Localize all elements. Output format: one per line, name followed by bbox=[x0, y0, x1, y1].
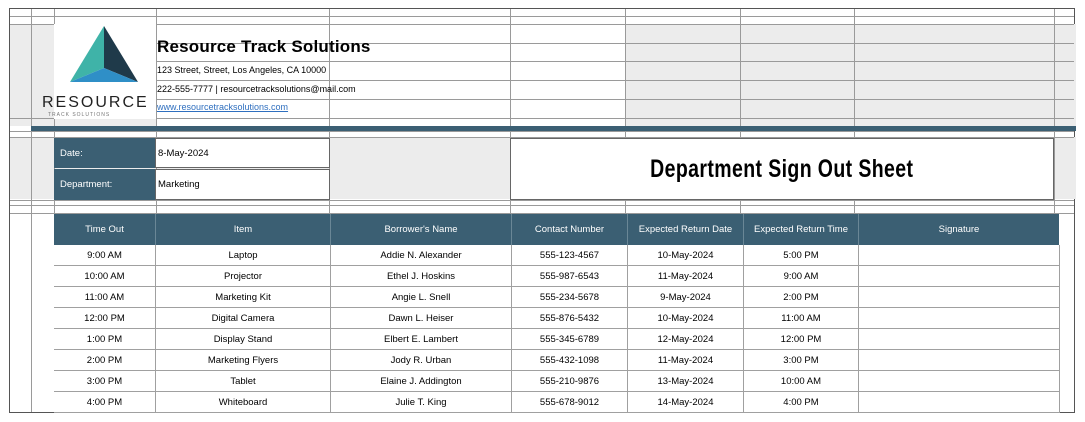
table-cell[interactable]: Laptop bbox=[156, 245, 331, 266]
table-row bbox=[54, 266, 1060, 287]
table-cell[interactable]: 14-May-2024 bbox=[628, 392, 744, 413]
table-cell[interactable]: 555-123-4567 bbox=[512, 245, 628, 266]
table-cell[interactable] bbox=[859, 308, 1060, 329]
table-cell[interactable]: 555-234-5678 bbox=[512, 287, 628, 308]
table-cell[interactable]: 13-May-2024 bbox=[628, 371, 744, 392]
table-cell[interactable]: 555-678-9012 bbox=[512, 392, 628, 413]
table-cell[interactable]: 11:00 AM bbox=[744, 308, 859, 329]
table-cell[interactable]: Addie N. Alexander bbox=[331, 245, 512, 266]
sheet-title: Department Sign Out Sheet bbox=[650, 154, 914, 183]
table-cell[interactable]: 10-May-2024 bbox=[628, 308, 744, 329]
date-label: Date: bbox=[54, 138, 156, 168]
table-cell[interactable]: 10-May-2024 bbox=[628, 245, 744, 266]
table-cell[interactable]: 4:00 PM bbox=[54, 392, 156, 413]
table-cell[interactable]: 9:00 AM bbox=[744, 266, 859, 287]
table-cell[interactable]: Elbert E. Lambert bbox=[331, 329, 512, 350]
table-cell[interactable]: 555-345-6789 bbox=[512, 329, 628, 350]
column-header: Time Out bbox=[54, 214, 156, 245]
table-cell[interactable]: 12:00 PM bbox=[54, 308, 156, 329]
table-cell[interactable]: Dawn L. Heiser bbox=[331, 308, 512, 329]
table-row bbox=[54, 371, 1060, 392]
table-cell[interactable]: Whiteboard bbox=[156, 392, 331, 413]
sheet-title-box bbox=[510, 138, 1054, 200]
logo bbox=[42, 24, 156, 119]
table-row bbox=[54, 308, 1060, 329]
table-row bbox=[54, 245, 1060, 266]
table-cell[interactable]: Elaine J. Addington bbox=[331, 371, 512, 392]
logo-text: RESOURCE bbox=[42, 94, 149, 111]
table-cell[interactable]: Digital Camera bbox=[156, 308, 331, 329]
table-cell[interactable]: Marketing Flyers bbox=[156, 350, 331, 371]
table-cell[interactable]: 4:00 PM bbox=[744, 392, 859, 413]
company-name: Resource Track Solutions bbox=[157, 37, 371, 56]
column-header: Contact Number bbox=[512, 214, 628, 245]
table-row bbox=[54, 392, 1060, 413]
table-cell[interactable]: 555-987-6543 bbox=[512, 266, 628, 287]
column-header: Item bbox=[156, 214, 331, 245]
table-cell[interactable] bbox=[859, 287, 1060, 308]
department-value[interactable]: Marketing bbox=[155, 169, 330, 200]
table-cell[interactable]: 1:00 PM bbox=[54, 329, 156, 350]
table-header bbox=[54, 214, 1059, 245]
table-cell[interactable]: Display Stand bbox=[156, 329, 331, 350]
table-cell[interactable]: 11:00 AM bbox=[54, 287, 156, 308]
header-divider-band bbox=[31, 126, 1076, 131]
table-cell[interactable] bbox=[859, 350, 1060, 371]
spreadsheet-sheet bbox=[9, 8, 1075, 413]
column-header: Signature bbox=[859, 214, 1059, 245]
table-cell[interactable]: 3:00 PM bbox=[744, 350, 859, 371]
company-address: 123 Street, Street, Los Angeles, CA 10000 bbox=[157, 65, 327, 75]
table-cell[interactable] bbox=[859, 245, 1060, 266]
table-cell[interactable]: 555-432-1098 bbox=[512, 350, 628, 371]
company-contact: 222-555-7777 | resourcetracksolutions@mail.com bbox=[157, 84, 356, 94]
table-cell[interactable]: 9:00 AM bbox=[54, 245, 156, 266]
logo-triangle-icon bbox=[54, 24, 156, 94]
table-cell[interactable]: Tablet bbox=[156, 371, 331, 392]
table-cell[interactable] bbox=[859, 266, 1060, 287]
table-cell[interactable]: 10:00 AM bbox=[744, 371, 859, 392]
table-cell[interactable]: 555-876-5432 bbox=[512, 308, 628, 329]
table-row bbox=[54, 287, 1060, 308]
table-row bbox=[54, 350, 1060, 371]
table-cell[interactable] bbox=[859, 392, 1060, 413]
table-cell[interactable]: Ethel J. Hoskins bbox=[331, 266, 512, 287]
company-website-link[interactable]: www.resourcetracksolutions.com bbox=[157, 102, 289, 112]
table-cell[interactable]: 12:00 PM bbox=[744, 329, 859, 350]
table-cell[interactable]: 12-May-2024 bbox=[628, 329, 744, 350]
table-cell[interactable]: 3:00 PM bbox=[54, 371, 156, 392]
table-cell[interactable]: 11-May-2024 bbox=[628, 350, 744, 371]
table-cell[interactable]: 555-210-9876 bbox=[512, 371, 628, 392]
table-cell[interactable]: 10:00 AM bbox=[54, 266, 156, 287]
table-cell[interactable]: 9-May-2024 bbox=[628, 287, 744, 308]
column-header: Expected Return Time bbox=[744, 214, 859, 245]
column-header: Expected Return Date bbox=[628, 214, 744, 245]
table-cell[interactable]: Jody R. Urban bbox=[331, 350, 512, 371]
table-cell[interactable] bbox=[859, 371, 1060, 392]
table-cell[interactable]: 2:00 PM bbox=[54, 350, 156, 371]
department-label: Department: bbox=[54, 169, 156, 200]
table-cell[interactable]: Angie L. Snell bbox=[331, 287, 512, 308]
table-cell[interactable]: 5:00 PM bbox=[744, 245, 859, 266]
table-cell[interactable]: Marketing Kit bbox=[156, 287, 331, 308]
table-cell[interactable]: 11-May-2024 bbox=[628, 266, 744, 287]
table-cell[interactable]: 2:00 PM bbox=[744, 287, 859, 308]
date-value[interactable]: 8-May-2024 bbox=[155, 138, 330, 168]
logo-subtext: TRACK SOLUTIONS bbox=[48, 112, 111, 118]
table-cell[interactable]: Julie T. King bbox=[331, 392, 512, 413]
table-cell[interactable]: Projector bbox=[156, 266, 331, 287]
table-row bbox=[54, 329, 1060, 350]
column-header: Borrower's Name bbox=[331, 214, 512, 245]
table-cell[interactable] bbox=[859, 329, 1060, 350]
